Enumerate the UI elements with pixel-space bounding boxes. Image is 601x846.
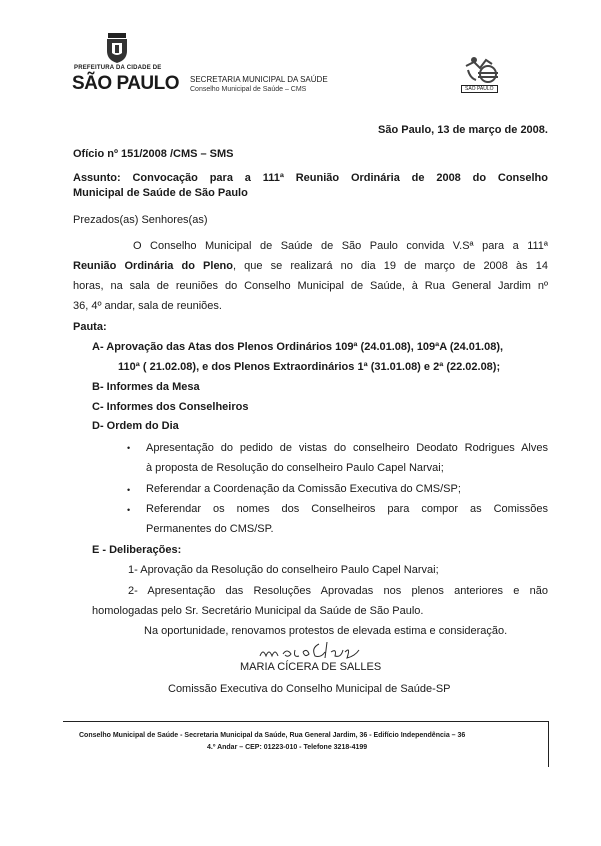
deliberacao-2-line-2: homologadas pelo Sr. Secretário Municipal da Saúde de São Paulo. — [92, 605, 424, 617]
date-line: São Paulo, 13 de março de 2008. — [378, 124, 548, 136]
footer-address-line-1: Conselho Municipal de Saúde - Secretaria Municipal da Saúde, Rua General Jardim, 36 - Edifício Independência – 36 — [79, 732, 466, 739]
intro-line-3: horas, na sala de reuniões do Conselho Municipal de Saúde, à Rua General Jardim nº — [73, 280, 548, 292]
assunto-line-2: Municipal de Saúde de São Paulo — [73, 187, 248, 199]
pauta-item-a-line-2: 110ª ( 21.02.08), e dos Plenos Extraordinários 1ª (31.01.08) e 2ª (22.02.08); — [118, 361, 501, 373]
deliberacao-1: 1- Aprovação da Resolução do conselheiro Paulo Capel Narvai; — [128, 564, 439, 576]
meeting-name: Reunião Ordinária do Pleno — [73, 260, 233, 272]
deliberacao-2-line-1: 2- Apresentação das Resoluções Aprovadas nos plenos anteriores e não — [128, 585, 548, 597]
intro-line-2-rest: , que se realizará no dia 19 de março de 2008 às 14 — [233, 260, 548, 272]
ordem-item-1-line-2: à proposta de Resolução do conselheiro Paulo Capel Narvai; — [146, 462, 444, 474]
city-crest-icon — [104, 33, 130, 63]
pauta-item-b: B- Informes da Mesa — [92, 381, 200, 393]
secretaria-title: SECRETARIA MUNICIPAL DA SAÚDE — [190, 75, 328, 84]
prefeitura-label: PREFEITURA DA CIDADE DE — [74, 65, 162, 71]
closing-line: Na oportunidade, renovamos protestos de elevada estima e consideração. — [144, 625, 508, 637]
intro-line-4: 36, 4º andar, sala de reuniões. — [73, 300, 222, 312]
pauta-label: Pauta: — [73, 321, 107, 333]
footer-address-line-2: 4.º Andar – CEP: 01223-010 - Telefone 3218-4199 — [207, 744, 368, 751]
signer-name: MARIA CÍCERA DE SALLES — [240, 661, 382, 673]
city-name: SÃO PAULO — [72, 73, 180, 94]
ordem-item-1-line-1: Apresentação do pedido de vistas do conselheiro Deodato Rodrigues Alves — [146, 442, 548, 454]
pauta-item-d: D- Ordem do Dia — [92, 420, 179, 432]
pauta-item-e: E - Deliberações: — [92, 544, 182, 556]
intro-line-1: O Conselho Municipal de Saúde de São Paulo convida V.Sª para a 111ª — [133, 240, 548, 252]
pauta-item-a-line-1: A- Aprovação das Atas dos Plenos Ordinários 109ª (24.01.08), 109ªA (24.01.08), — [92, 341, 504, 353]
intro-line-2 — [73, 259, 548, 274]
signer-role: Comissão Executiva do Conselho Municipal de Saúde-SP — [168, 683, 451, 695]
bullet-icon: • — [127, 485, 131, 495]
bullet-icon: • — [127, 443, 131, 453]
pauta-item-c: C- Informes dos Conselheiros — [92, 401, 249, 413]
ordem-item-3-line-1: Referendar os nomes dos Conselheiros para compor as Comissões — [146, 503, 548, 515]
assunto-line-1: Assunto: Convocação para a 111ª Reunião Ordinária de 2008 do Conselho — [73, 172, 548, 184]
conselho-subtitle: Conselho Municipal de Saúde – CMS — [190, 86, 307, 93]
ordem-item-2: Referendar a Coordenação da Comissão Executiva do CMS/SP; — [146, 483, 461, 495]
ordem-item-3-line-2: Permanentes do CMS/SP. — [146, 523, 274, 535]
cms-logo-caption: SÃO PAULO — [461, 85, 498, 93]
salutation: Prezados(as) Senhores(as) — [73, 214, 208, 226]
oficio-number: Ofício nº 151/2008 /CMS – SMS — [73, 148, 234, 160]
bullet-icon: • — [127, 505, 131, 515]
